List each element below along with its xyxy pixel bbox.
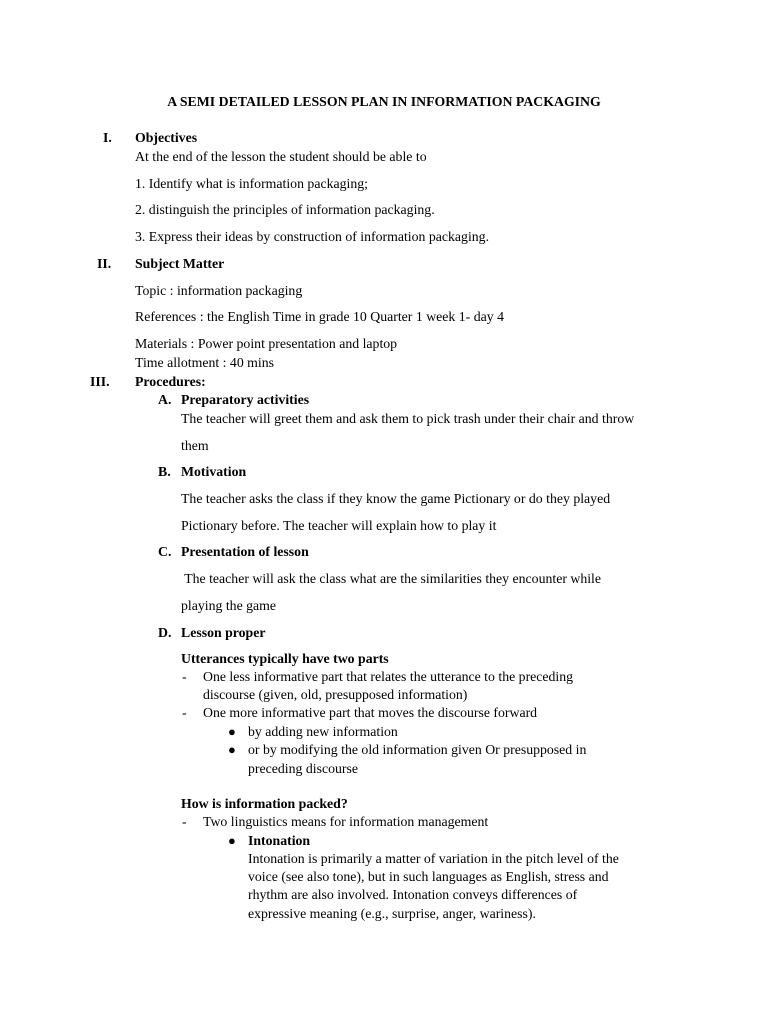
intonation-text: rhythm are also involved. Intonation conveys differences of — [248, 887, 578, 902]
objective-item: 1. Identify what is information packaging; — [135, 176, 368, 191]
procedure-text: The teacher will greet them and ask them to pick trash under their chair and throw — [181, 411, 635, 426]
list-item-text: discourse (given, old, presupposed information) — [203, 687, 468, 702]
procedure-text: The teacher will ask the class what are the similarities they encounter while — [181, 571, 602, 586]
bullet-item-text: preceding discourse — [248, 761, 358, 776]
intonation-text: voice (see also tone), but in such languages as English, stress and — [248, 869, 609, 884]
list-item-text: One less informative part that relates the utterance to the preceding — [203, 669, 574, 684]
subject-references: References : the English Time in grade 10 Quarter 1 week 1- day 4 — [135, 309, 504, 324]
procedure-letter: A. — [158, 392, 172, 407]
subheading-utterances: Utterances typically have two parts — [181, 651, 389, 666]
list-item-text: Two linguistics means for information management — [203, 814, 489, 829]
procedure-heading-lesson-proper: Lesson proper — [181, 625, 266, 640]
bullet-item-text: or by modifying the old information given Or presupposed in — [248, 742, 587, 757]
objectives-intro: At the end of the lesson the student should be able to — [135, 149, 427, 164]
bullet-marker: ● — [228, 833, 236, 848]
section-numeral: I. — [103, 130, 112, 145]
intonation-text: Intonation is primarily a matter of variation in the pitch level of the — [248, 851, 619, 866]
bullet-marker: ● — [228, 724, 236, 739]
bullet-item-text: by adding new information — [248, 724, 398, 739]
subheading-how-packed: How is information packed? — [181, 796, 348, 811]
page-title: A SEMI DETAILED LESSON PLAN IN INFORMATION PACKAGING — [167, 94, 601, 109]
subject-time: Time allotment : 40 mins — [135, 355, 274, 370]
procedure-text: them — [181, 438, 209, 453]
section-heading-objectives: Objectives — [135, 130, 198, 145]
subject-materials: Materials : Power point presentation and laptop — [135, 336, 398, 351]
section-numeral: II. — [97, 256, 112, 271]
section-heading-procedures: Procedures: — [135, 374, 206, 389]
objective-item: 2. distinguish the principles of information packaging. — [135, 202, 435, 217]
dash-marker: - — [182, 669, 187, 684]
procedure-heading-presentation: Presentation of lesson — [181, 544, 309, 559]
procedure-letter: D. — [158, 625, 172, 640]
dash-marker: - — [182, 814, 187, 829]
intonation-text: expressive meaning (e.g., surprise, anger, wariness). — [248, 906, 536, 921]
procedure-heading-motivation: Motivation — [181, 464, 247, 479]
objective-item: 3. Express their ideas by construction of information packaging. — [135, 229, 490, 244]
procedure-heading-preparatory: Preparatory activities — [181, 392, 310, 407]
subject-topic: Topic : information packaging — [135, 283, 303, 298]
dash-marker: - — [182, 705, 187, 720]
procedure-letter: B. — [158, 464, 171, 479]
list-item-text: One more informative part that moves the discourse forward — [203, 705, 538, 720]
section-numeral: III. — [90, 374, 110, 389]
bullet-marker: ● — [228, 742, 236, 757]
procedure-text: The teacher asks the class if they know the game Pictionary or do they played — [181, 491, 611, 506]
procedure-letter: C. — [158, 544, 172, 559]
procedure-text: Pictionary before. The teacher will explain how to play it — [181, 518, 497, 533]
subheading-intonation: Intonation — [248, 833, 311, 848]
section-heading-subject-matter: Subject Matter — [135, 256, 225, 271]
procedure-text: playing the game — [181, 598, 277, 613]
